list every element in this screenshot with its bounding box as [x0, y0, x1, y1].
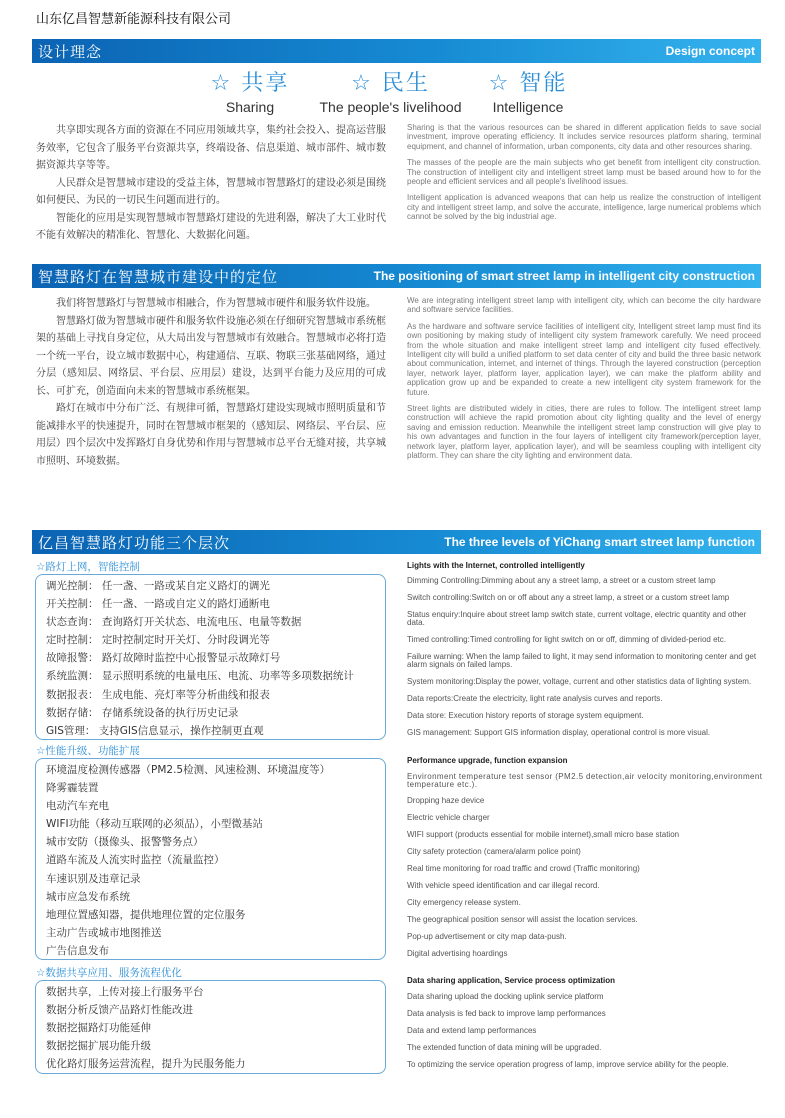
list-item: City safety protection (camera/alarm police point) [407, 847, 581, 856]
design-zh-text [36, 122, 386, 245]
section-title-en: The three levels of YiChang smart street lamp function [444, 535, 755, 549]
sharing-functions-box [35, 980, 386, 1074]
pillar-en: Intelligence [492, 99, 564, 115]
list-item: 数据挖掘扩展功能升级 [46, 1040, 151, 1053]
list-item: 数据共享，上传对接上行服务平台 [46, 986, 204, 998]
list-item: Dropping haze device [407, 796, 485, 805]
list-item: 优化路灯服务运营流程，提升为民服务能力 [46, 1058, 246, 1071]
list-item: 定时控制： 定时控制定时开关灯、分时段调光等 [46, 634, 270, 647]
list-item: Status enquiry:Inquire about street lamp switch state, current voltage, electric quantity and other data. [407, 610, 747, 627]
section-title-zh: 智慧路灯在智慧城市建设中的定位 [38, 268, 279, 286]
list-item: City emergency release system. [407, 898, 521, 907]
list-item: Timed controlling:Timed controlling for light switch on or off, dimming of divided-period etc. [407, 635, 726, 644]
paragraph: 智慧路灯做为智慧城市硬件和服务软件设施必须在仔细研究智慧城市系统框架的基础上寻找自身定位，从大局出发与智慧城市有效融合。智慧城市必将打造一个统一平台，设立城市数据中心，构建通信、互联、物联三张基础网络，通过分层（感知层、网络层、平台层、应用层）建设，达到平台能力及应用的可成长、可扩充，创造面向未来的智慧城市系统框架。 [36, 315, 386, 397]
group-head-en: Data sharing application, Service process optimization [407, 976, 616, 985]
section-title-zh: 亿昌智慧路灯功能三个层次 [38, 534, 231, 552]
group-head-en: Performance upgrade, function expansion [407, 756, 568, 765]
sharing-functions-en [407, 976, 763, 1069]
list-item: Data store: Execution history reports of storage system equipment. [407, 711, 644, 720]
paragraph: Street lights are distributed widely in cities, there are rules to follow. The intelligent street lamp construction will achieve the rapid promotion about city lighting quality and the level of energy saving and emission reduction. Meanwhile the intelligent street lamp construction will give play to his own advantages and function in the four layers of intelligent city framework(perception layer, network layer, platform layer, application layer), and will be seamless coupling with intelligent city platform. They can share the city lighting and environment data. [407, 404, 761, 461]
levels-header [32, 530, 761, 554]
pillar-zh: ☆ 民生 [351, 71, 430, 96]
list-item: Pop-up advertisement or city map data-push. [407, 932, 567, 941]
list-item: Data sharing upload the docking uplink service platform [407, 992, 604, 1001]
list-item: Data and extend lamp performances [407, 1026, 537, 1035]
list-item: Environment temperature test sensor (PM2.5 detection,air velocity monitoring,environment temperature etc.). [407, 772, 763, 789]
company-name: 山东亿昌智慧新能源科技有限公司 [36, 12, 232, 27]
list-item: To optimizing the service operation progress of lamp, improve service ability for the people. [407, 1060, 729, 1069]
design-concept-header [32, 39, 761, 63]
list-item: 调光控制： 任一盏、一路或某自定义路灯的调光 [46, 580, 270, 592]
paragraph: 我们将智慧路灯与智慧城市相融合，作为智慧城市硬件和服务软件设施。 [56, 298, 376, 309]
paragraph: As the hardware and software service facilities of intelligent city, Intelligent street lamp must find its own positioning by making study of intelligent city system framework carefully. We need proceed from the whole situation and make intelligent street lamp and intelligent city fused effectively. Intelligent city will build a unified platform to set data center of city and build the three basic network about communication, internet, and internet of things. Through the layered construction (perception layer, network layer, platform layer, application layer), we can make the platform ability and application grow up and be expanded to create a new intelligent city system framework for the future. [407, 321, 761, 397]
list-item: WIFI功能（移动互联网的必须品），小型微基站 [46, 818, 263, 831]
section-title-en: Design concept [665, 44, 755, 58]
concept-pillars [200, 66, 580, 116]
list-item: Data reports:Create the electricity, light rate analysis curves and reports. [407, 694, 663, 703]
list-item: With vehicle speed identification and car illegal record. [407, 881, 600, 890]
list-item: 状态查询： 查询路灯开关状态、电流电压、电量等数据 [46, 616, 302, 629]
pillar-livelihood [308, 66, 473, 115]
list-item: 降雾霾装置 [46, 782, 99, 795]
positioning-zh-text [36, 295, 386, 470]
list-item: GIS管理： 支持GIS信息显示，操作控制更直观 [46, 724, 264, 737]
list-item: Real time monitoring for road traffic and crowd (Traffic monitoring) [407, 864, 640, 873]
list-item: 广告信息发布 [46, 944, 109, 957]
list-item: 数据分析反馈产品路灯性能改进 [46, 1004, 193, 1017]
list-item: 数据挖掘路灯功能延伸 [46, 1022, 151, 1035]
list-item: Digital advertising hoardings [407, 949, 508, 958]
list-item: 道路车流及人流实时监控（流量监控） [46, 854, 225, 867]
pillar-en: Sharing [225, 99, 275, 115]
paragraph: We are integrating intelligent street lamp with intelligent city, which can become the city hardware and software service facilities. [407, 296, 761, 315]
list-item: WIFI support (products essential for mobile internet),small micro base station [407, 830, 680, 839]
paragraph: 智能化的应用是实现智慧城市智慧路灯建设的先进利器，解决了大工业时代不能有效解决的精准化、智慧化、大数据化问题。 [36, 212, 386, 241]
list-item: 故障报警： 路灯故障时监控中心报警显示故障灯号 [46, 652, 281, 665]
list-item: Failure warning: When the lamp failed to light, it may send information to monitoring center and get alarm signals on failed lamps. [407, 652, 757, 669]
list-item: The geographical position sensor will assist the location services. [407, 915, 638, 924]
list-item: 系统监测： 显示照明系统的电量电压、电流、功率等多项数据统计 [46, 670, 354, 683]
list-item: 环境温度检测传感器（PM2.5检测、风速检测、环境温度等） [46, 764, 331, 776]
control-functions-en [407, 561, 763, 737]
paragraph: 路灯在城市中分布广泛、有规律可循，智慧路灯建设实现城市照明质量和节能减排水平的快速提升，同时在智慧城市框架的（感知层、网络层、平台层、应用层）四个层次中发挥路灯自身优势和作用与智慧城市总平台无缝对接，共享城市照明、环境数据。 [36, 403, 386, 467]
pillar-zh: ☆ 智能 [488, 71, 568, 96]
list-item: 城市安防（摄像头、报警警务点） [46, 836, 204, 849]
positioning-en-text [407, 296, 761, 468]
section-title-en: The positioning of smart street lamp in intelligent city construction [373, 269, 755, 283]
expansion-functions-box [35, 758, 386, 960]
paragraph: 共享即实现各方面的资源在不同应用领域共享，集约社会投入、提高运营服务效率，它包含了服务平台资源共享，终端设备、信息渠道、城市部件、城市数据资源共享等等。 [36, 125, 386, 171]
expansion-functions-en [407, 756, 763, 958]
positioning-header [32, 264, 761, 288]
list-item: Switch controlling:Switch on or off about any a street lamp, a street or a custom street lamp [407, 593, 730, 602]
list-item: 数据报表： 生成电能、亮灯率等分析曲线和报表 [46, 688, 270, 701]
group-subtitle-control: ☆路灯上网，智能控制 [36, 561, 140, 573]
list-item: GIS management: Support GIS information display, operational control is more visual. [407, 728, 711, 737]
list-item: System monitoring:Display the power, voltage, current and other statistics data of lighting system. [407, 677, 752, 686]
list-item: 开关控制： 任一盏、一路或自定义的路灯通断电 [46, 598, 270, 611]
section-title-zh: 设计理念 [38, 43, 103, 61]
list-item: 主动广告或城市地图推送 [46, 926, 162, 939]
list-item: 城市应急发布系统 [46, 890, 130, 903]
list-item: 地理位置感知器，提供地理位置的定位服务 [46, 908, 246, 921]
pillar-intelligence [478, 66, 578, 115]
design-en-text [407, 123, 761, 229]
list-item: Dimming Controlling:Dimming about any a street lamp, a street or a custom street lamp [407, 576, 716, 585]
paragraph: The masses of the people are the main subjects who get benefit from intelligent city construction. The construction of intelligent city and intelligent street lamp must be based around how to for the people and efficient services and all people's livelihood issues. [407, 158, 761, 187]
pillar-en: The people's livelihood [319, 99, 462, 115]
list-item: The extended function of data mining will be upgraded. [407, 1043, 602, 1052]
pillar-sharing [200, 66, 300, 115]
group-head-en: Lights with the Internet, controlled intelligently [407, 561, 585, 570]
group-subtitle-sharing: ☆数据共享应用、服务流程优化 [36, 967, 182, 979]
paragraph: Intelligent application is advanced weapons that can help us realize the construction of intelligent city and intelligent street lamp, and solve the accurate, intelligence, large numerical problems which cannot be solved by the big industrial age. [407, 193, 761, 222]
paragraph: 人民群众是智慧城市建设的受益主体，智慧城市智慧路灯的建设必须是围绕如何便民、为民的一切民生问题而进行的。 [36, 177, 386, 206]
pillar-zh: ☆ 共享 [210, 71, 290, 96]
list-item: Electric vehicle charger [407, 813, 490, 822]
list-item: 车速识别及违章记录 [46, 872, 141, 885]
control-functions-box [35, 574, 386, 740]
group-subtitle-expansion: ☆性能升级、功能扩展 [36, 745, 140, 757]
list-item: 电动汽车充电 [46, 800, 109, 813]
list-item: Data analysis is fed back to improve lamp performances [407, 1009, 606, 1018]
paragraph: Sharing is that the various resources can be shared in different application fields to save social investment, improve operating efficiency. It includes service resources platform sharing, terminal equipment, and channel of information, urban components, city data and other resources sharing. [407, 123, 761, 151]
list-item: 数据存储： 存储系统设备的执行历史记录 [46, 706, 239, 719]
